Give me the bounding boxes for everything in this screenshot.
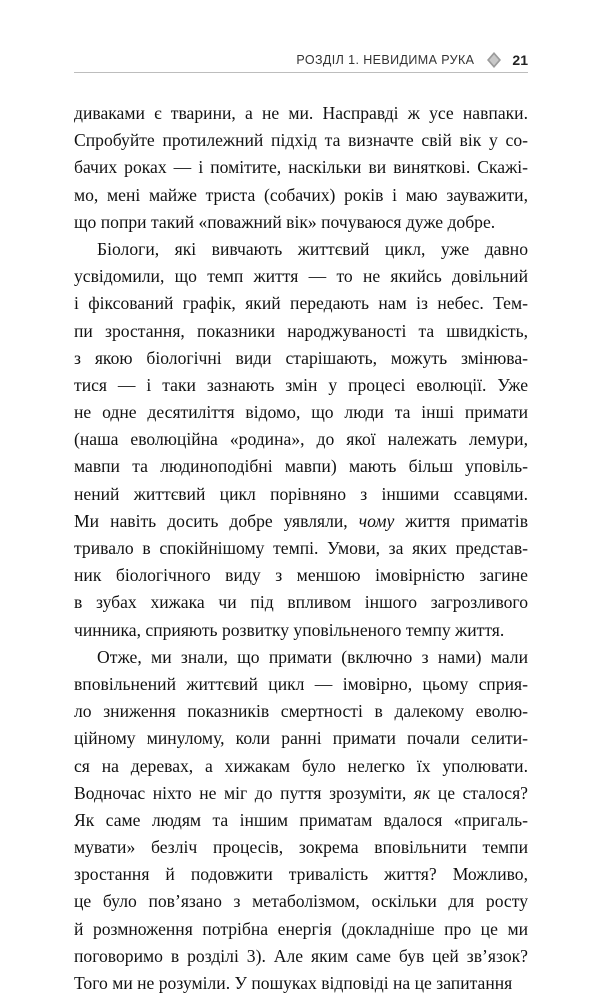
text-line: це було пов’язано з метаболізмом, оскільки для росту <box>74 891 528 912</box>
text-line: ло зниження показників смертності в далекому еволю- <box>74 701 528 722</box>
emphasis: чому <box>358 510 395 531</box>
text-line: ційному минулому, коли ранні примати почали селити- <box>74 728 528 749</box>
text-line: мувати» безліч процесів, зокрема вповільнити темпи <box>74 837 528 858</box>
header-rule <box>74 72 528 73</box>
text-line: тися — і таки зазнають змін у процесі еволюції. Уже <box>74 374 528 395</box>
text-line: з якою біологічні види старішають, можуть змінюва- <box>74 347 528 368</box>
text-line: й розмноження потрібна енергія (докладніше про це ми <box>74 918 528 939</box>
text-line: поговоримо в розділі 3). Але яким саме був цей зв’язок? <box>74 945 528 966</box>
text-line: диваками є тварини, а не ми. Насправді ж усе навпаки. <box>74 103 528 123</box>
paragraph <box>74 644 528 997</box>
running-title: РОЗДІЛ 1. НЕВИДИМА РУКА <box>296 53 475 67</box>
text-line: вповільнений життєвий цикл — імовірно, цьому сприя- <box>74 673 528 694</box>
text-line: зростання й подовжити тривалість життя? Можливо, <box>74 864 528 885</box>
text-line: Ми навіть досить добре уявляли, чому життя приматів <box>74 510 529 531</box>
running-header <box>74 48 528 72</box>
text-line: (наша еволюційна «родина», до якої належать лемури, <box>74 429 528 450</box>
paragraph <box>74 100 528 236</box>
text-line: ник біологічного виду з меншою імовірністю загине <box>74 565 528 586</box>
text-line: нений життєвий цикл порівняно з іншими ссавцями. <box>74 483 528 504</box>
text-line: тривало в спокійнішому темпі. Умови, за яких представ- <box>74 538 528 558</box>
text-line: Водночас ніхто не міг до пуття зрозуміти, як це сталося? <box>74 782 528 803</box>
text-line: Як саме людям та іншим приматам вдалося «пригаль- <box>74 809 528 830</box>
text-line: що попри такий «поважний вік» почуваюся дуже добре. <box>74 211 496 232</box>
text-line: пи зростання, показники народжуваності та швидкість, <box>74 320 528 341</box>
diamond-icon <box>486 52 502 68</box>
text-line: мавпи та людиноподібні мавпи) мають більш уповіль- <box>74 456 528 477</box>
body-text <box>74 100 528 997</box>
text-line: не одне десятиліття відомо, що люди та інші примати <box>74 402 528 423</box>
paragraph <box>74 236 528 644</box>
emphasis: як <box>413 782 431 803</box>
text-line: Біологи, які вивчають життєвий цикл, уже давно <box>97 238 528 259</box>
text-line: мо, мені майже триста (собачих) років і маю зауважити, <box>74 184 528 205</box>
text-line: бачих роках — і помітите, наскільки ви виняткові. Скажі- <box>74 157 528 178</box>
text-line: і фіксований графік, який передають нам із небес. Тем- <box>74 293 528 314</box>
text-line: ся на деревах, а хижакам було нелегко їх уполювати. <box>74 755 528 776</box>
text-line: Отже, ми знали, що примати (включно з нами) мали <box>97 646 528 667</box>
text-line: Спробуйте протилежний підхід та визначте свій вік у со- <box>74 130 528 151</box>
text-line: Того ми не розуміли. У пошуках відповіді на це запитання <box>74 973 513 993</box>
page-number: 21 <box>512 52 528 68</box>
text-line: усвідомили, що темп життя — то не якийсь довільний <box>74 266 528 287</box>
text-line: чинника, сприяють розвитку уповільненого темпу життя. <box>74 619 505 640</box>
text-line: в зубах хижака чи під впливом іншого загрозливого <box>74 592 528 613</box>
